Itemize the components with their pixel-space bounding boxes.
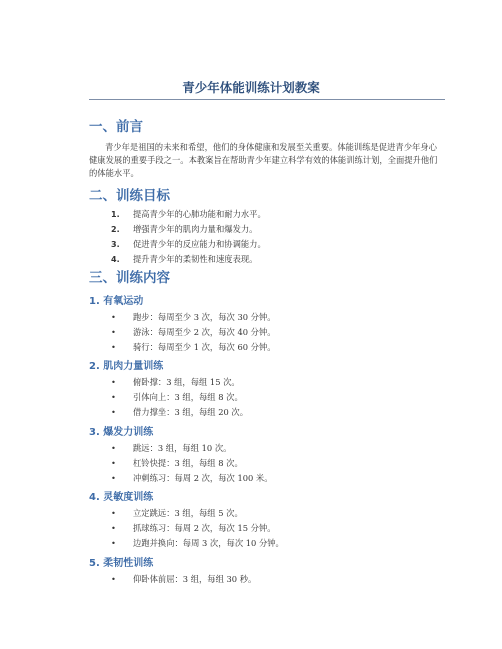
list-item: • 跳远：3 组，每组 10 次。 (111, 443, 232, 453)
list-number: 4. (111, 255, 120, 264)
list-item: • 仰卧体前屈：3 组，每组 30 秒。 (111, 574, 257, 584)
goal-item (111, 238, 266, 251)
preface-paragraph: 青少年是祖国的未来和希望，他们的身体健康和发展至关重要。体能训练是促进青少年身心健康发展的重要手段之一。本教案旨在帮助青少年建立科学有效的体能训练计划，全面提升他们的体能水平。 (89, 142, 438, 178)
section-heading-content: 三、训练内容 (89, 270, 170, 286)
bullet-icon: • (111, 392, 116, 402)
bullet-icon: • (111, 508, 116, 518)
title-divider (89, 99, 445, 100)
subsection-heading-strength: 2. 肌肉力量训练 (89, 361, 164, 372)
bullet-icon: • (111, 377, 116, 387)
goal-text: 提升青少年的柔韧性和速度表现。 (133, 254, 258, 264)
list-item: • 抓球练习：每周 2 次，每次 15 分钟。 (111, 523, 276, 533)
bullet-icon: • (111, 458, 116, 468)
list-item: • 借力撑坐：3 组，每组 20 次。 (111, 407, 249, 417)
list-number: 1. (111, 210, 120, 219)
subsection-heading-aerobic: 1. 有氧运动 (89, 296, 144, 307)
bullet-icon: • (111, 538, 116, 548)
bullet-icon: • (111, 407, 116, 417)
list-number: 2. (111, 225, 120, 234)
goal-text: 提高青少年的心肺功能和耐力水平。 (133, 209, 266, 219)
goal-text: 促进青少年的反应能力和协调能力。 (133, 239, 266, 249)
document-title: 青少年体能训练计划教案 (182, 80, 320, 95)
list-item: • 引体向上：3 组，每组 8 次。 (111, 392, 243, 402)
list-number: 3. (111, 240, 120, 249)
bullet-icon: • (111, 443, 116, 453)
list-item: • 立定跳远：3 组，每组 5 次。 (111, 508, 243, 518)
bullet-icon: • (111, 342, 116, 352)
subsection-heading-agility: 4. 灵敏度训练 (89, 492, 154, 503)
goal-item (111, 223, 257, 236)
list-item: • 游泳：每周至少 2 次，每次 40 分钟。 (111, 327, 276, 337)
subsection-heading-flexibility: 5. 柔韧性训练 (89, 558, 154, 569)
section-heading-goals: 二、训练目标 (89, 188, 170, 204)
goal-item (111, 208, 266, 221)
list-item: • 骑行：每周至少 1 次，每次 60 分钟。 (111, 342, 276, 352)
section-heading-preface: 一、前言 (89, 119, 143, 135)
goal-text: 增强青少年的肌肉力量和爆发力。 (133, 224, 258, 234)
bullet-icon: • (111, 473, 116, 483)
list-item: • 跑步：每周至少 3 次，每次 30 分钟。 (111, 312, 276, 322)
list-item: • 冲刺练习：每周 2 次，每次 100 米。 (111, 473, 273, 483)
bullet-icon: • (111, 574, 116, 584)
bullet-icon: • (111, 523, 116, 533)
goal-item (111, 253, 257, 266)
bullet-icon: • (111, 327, 116, 337)
list-item: • 俯卧撑：3 组，每组 15 次。 (111, 377, 240, 387)
bullet-icon: • (111, 312, 116, 322)
list-item: • 杠铃快提：3 组，每组 8 次。 (111, 458, 243, 468)
list-item: • 边跑并换向：每周 3 次，每次 10 分钟。 (111, 538, 284, 548)
subsection-heading-power: 3. 爆发力训练 (89, 427, 154, 438)
